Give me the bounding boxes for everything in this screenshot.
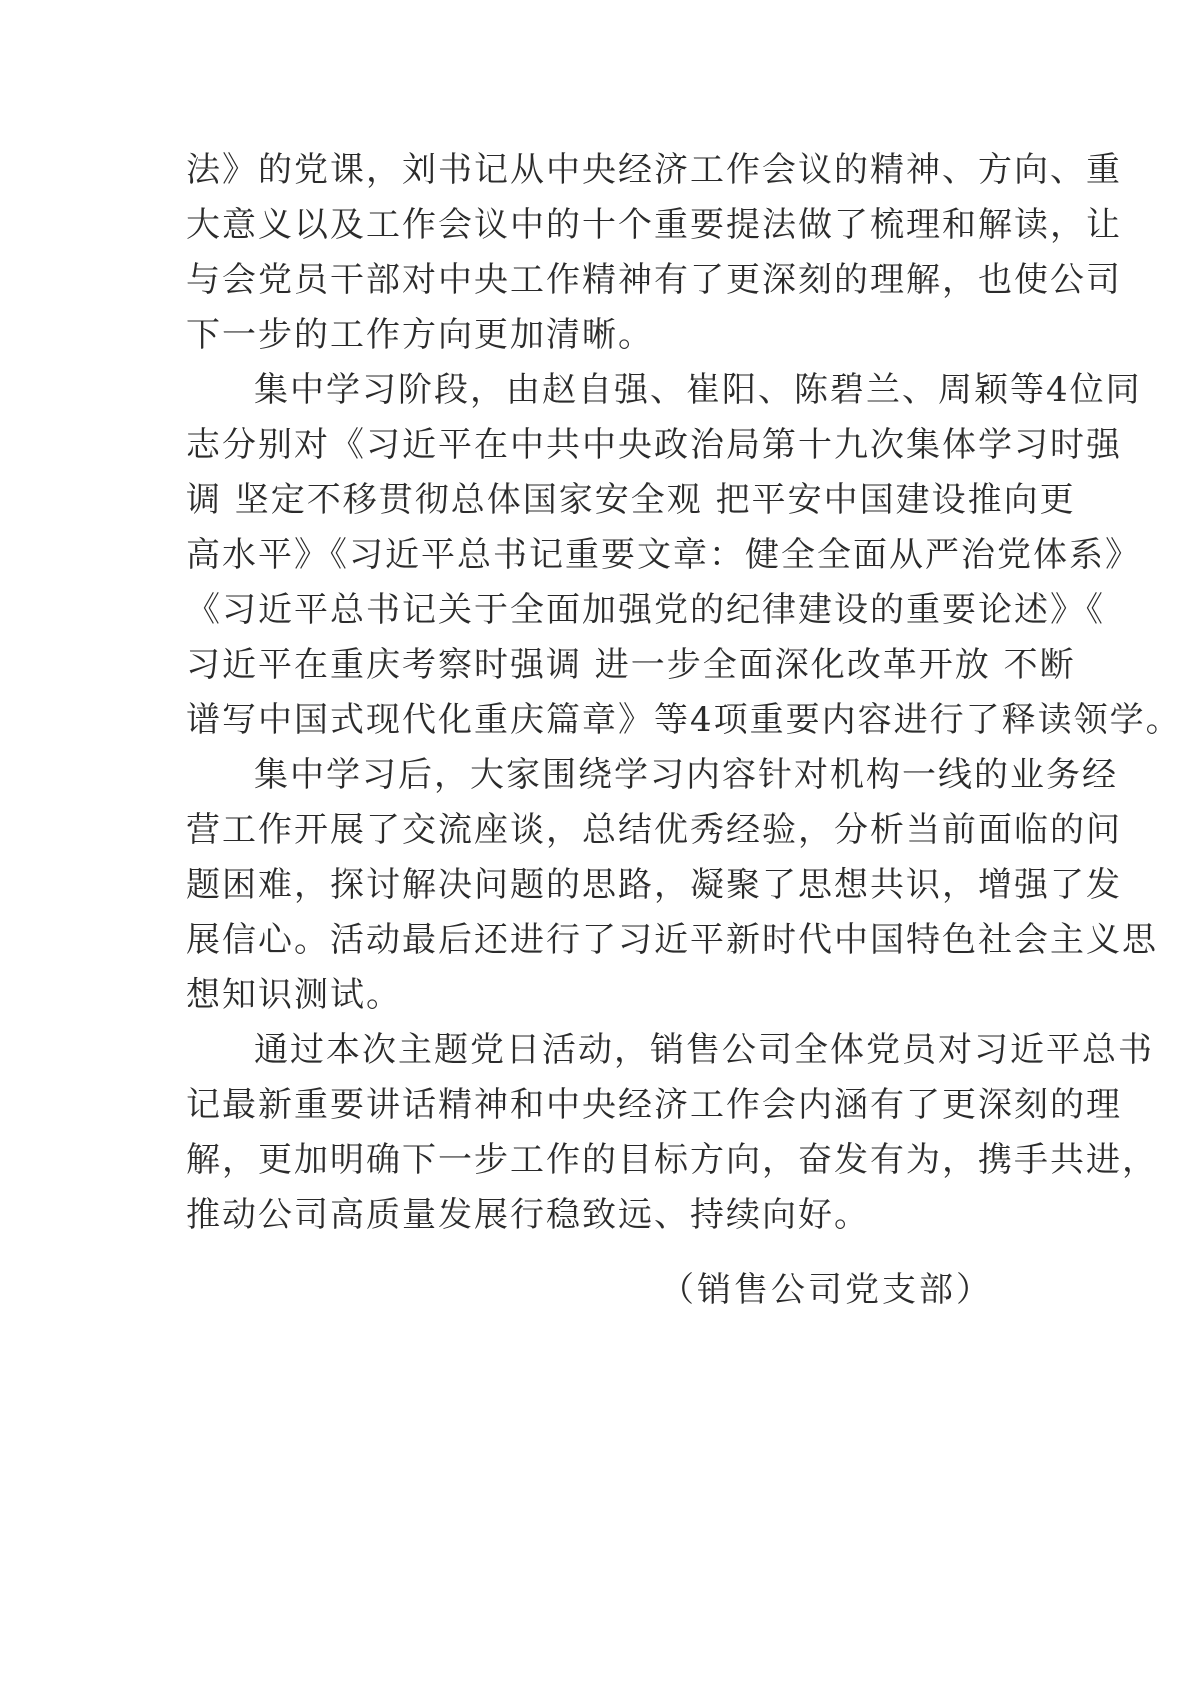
paragraph-line: 集中学习阶段，由赵自强、崔阳、陈碧兰、周颖等4位同 (254, 370, 1142, 410)
paragraph-line: 记最新重要讲话精神和中央经济工作会内涵有了更深刻的理 (186, 1085, 1122, 1125)
paragraph-line: 法》的党课，刘书记从中央经济工作会议的精神、方向、重 (186, 150, 1122, 190)
paragraph-line: 解，更加明确下一步工作的目标方向，奋发有为，携手共进， (186, 1140, 1158, 1180)
paragraph-line: 高水平》《习近平总书记重要文章：健全全面从严治党体系》 (186, 535, 1141, 575)
paragraph-line: 志分别对《习近平在中共中央政治局第十九次集体学习时强 (186, 425, 1122, 465)
paragraph-line: 谱写中国式现代化重庆篇章》等4项重要内容进行了释读领学。 (186, 700, 1182, 740)
signature: （销售公司党支部） (660, 1270, 993, 1310)
paragraph-line: 展信心。活动最后还进行了习近平新时代中国特色社会主义思 (186, 920, 1158, 960)
paragraph-line: 调 坚定不移贯彻总体国家安全观 把平安中国建设推向更 (186, 480, 1076, 520)
paragraph-line: 《习近平总书记关于全面加强党的纪律建设的重要论述》《 (186, 590, 1105, 630)
paragraph-line: 下一步的工作方向更加清晰。 (186, 315, 654, 355)
paragraph-line: 营工作开展了交流座谈，总结优秀经验，分析当前面临的问 (186, 810, 1122, 850)
paragraph-line: 想知识测试。 (186, 975, 402, 1015)
paragraph-line: 集中学习后，大家围绕学习内容针对机构一线的业务经 (254, 755, 1118, 795)
paragraph-line: 与会党员干部对中央工作精神有了更深刻的理解，也使公司 (186, 260, 1122, 300)
paragraph-line: 题困难，探讨解决问题的思路，凝聚了思想共识，增强了发 (186, 865, 1122, 905)
paragraph-line: 习近平在重庆考察时强调 进一步全面深化改革开放 不断 (186, 645, 1076, 685)
paragraph-line: 大意义以及工作会议中的十个重要提法做了梳理和解读，让 (186, 205, 1122, 245)
paragraph-line: 推动公司高质量发展行稳致远、持续向好。 (186, 1195, 870, 1235)
paragraph-line: 通过本次主题党日活动，销售公司全体党员对习近平总书 (254, 1030, 1154, 1070)
